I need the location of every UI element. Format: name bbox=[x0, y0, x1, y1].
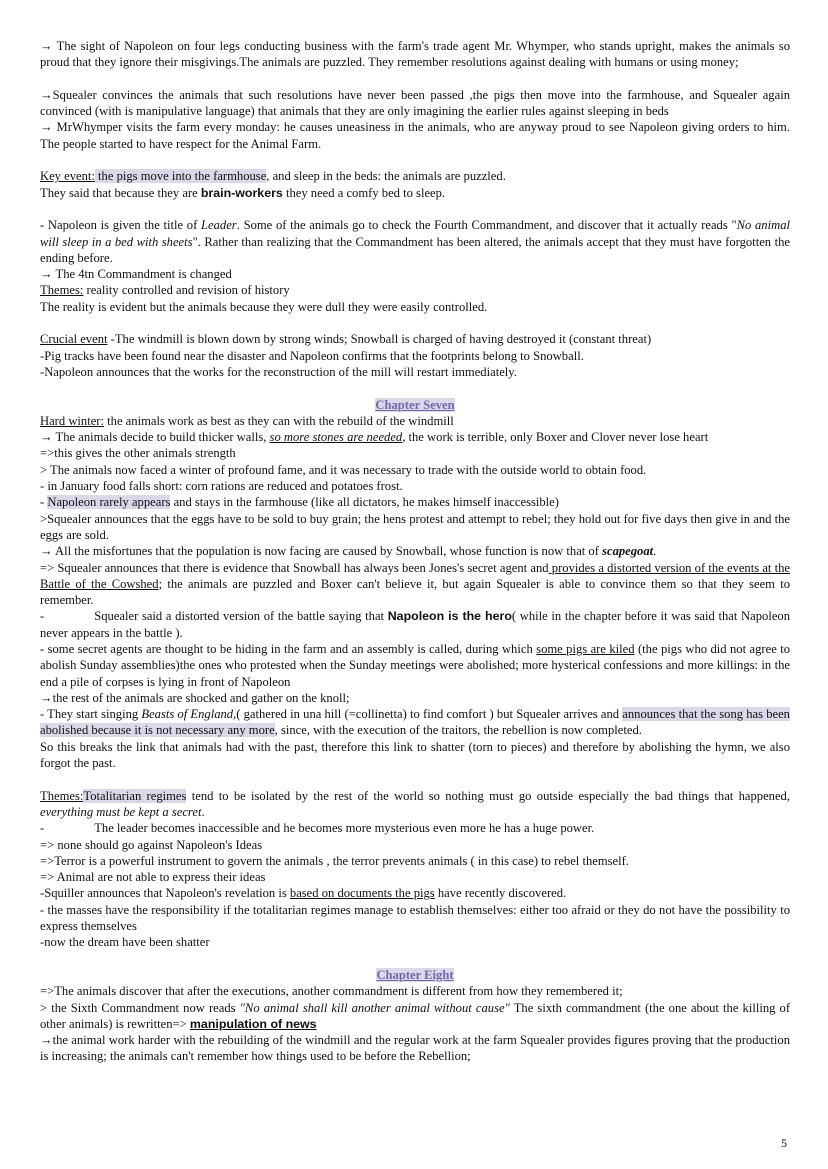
terror-line: =>Terror is a powerful instrument to govern the animals , the terror prevents animals ( in this case) to rebel themself. bbox=[40, 853, 629, 868]
brain-workers-line: They said that because they are brain-workers they need a comfy bed to sleep. bbox=[40, 185, 446, 200]
chapter-seven-heading: Chapter Seven bbox=[375, 397, 455, 412]
scapegoat-line: → All the misfortunes that the population is now facing are caused by Snowball, whose function is now that of scapegoat. bbox=[40, 544, 657, 559]
song-abolished-highlight: announces that the song has been abolished because it is not necessary any more bbox=[40, 707, 790, 738]
totalitarian-highlight: Totalitarian regimes bbox=[83, 788, 187, 803]
beasts-of-england-line: - They start singing Beasts of England,( gathered in una hill (=collinetta) to find comfort ) but Squealer arrives and announces that the song has been abolished because it is not necessary any more, since, with the execution of the traitors, the rebellion is now completed. bbox=[40, 707, 790, 738]
fourth-commandment-quote: No animal will sleep in a bed with sheets bbox=[40, 218, 790, 249]
reality-line: The reality is evident but the animals because they were dull they were easily controlled. bbox=[40, 299, 488, 314]
famine-line: > The animals now faced a winter of profound fame, and it was necessary to trade with the outside world to obtain food. bbox=[40, 462, 647, 477]
key-event-line: Key event: the pigs move into the farmhouse, and sleep in the beds: the animals are puzzled. bbox=[40, 169, 506, 184]
document-page bbox=[40, 38, 790, 1065]
express-ideas-line: => Animal are not able to express their ideas bbox=[40, 870, 266, 885]
key-event-highlight: the pigs move into the farmhouse bbox=[94, 169, 267, 184]
jones-agent-line: => Squealer announces that there is evidence that Snowball has always been Jones's secret agent and provides a distorted version of the events at the Battle of the Cowshed; the animals are puzzled and Boxer can't believe it, but again Squealer is able to convince them so that they seem to remember. bbox=[40, 560, 790, 608]
sixth-commandment-line: > the Sixth Commandment now reads "No animal shall kill another animal without cause" The sixth commandment (the one about the killing of other animals) is rewritten=> manipulation of news bbox=[40, 1000, 791, 1031]
none-against-line: => none should go against Napoleon's Ideas bbox=[40, 837, 263, 852]
paragraph-leader-title: - Napoleon is given the title of Leader. Some of the animals go to check the Fourth Commandment, and discover that it actually reads "No animal will sleep in a bed with sheets". Rather than realizing that the Commandment has been altered, the animals accept that they must have forgotten the ending before. bbox=[40, 218, 790, 265]
paragraph-whymper-visits: → MrWhymper visits the farm every monday: he causes uneasiness in the animals, who are anyway proud to see Napoleon giving orders to him. The people started to have respect for the Animal Farm. bbox=[40, 120, 790, 151]
themes-label-2: Themes: bbox=[40, 788, 84, 803]
hard-winter-label: Hard winter: bbox=[40, 413, 104, 428]
fourth-commandment-changed: → The 4tn Commandment is changed bbox=[40, 267, 232, 282]
rarely-appears-line: - Napoleon rarely appears and stays in the farmhouse (like all dictators, he makes himself inaccessible) bbox=[40, 495, 559, 510]
themes-label: Themes: bbox=[40, 283, 84, 298]
crucial-event-line: Crucial event -The windmill is blown down by strong winds; Snowball is charged of having destroyed it (constant threat) bbox=[40, 332, 652, 347]
strength-line: =>this gives the other animals strength bbox=[40, 446, 236, 461]
crucial-event-label: Crucial event bbox=[40, 332, 108, 347]
paragraph-squealer-resolutions: →Squealer convinces the animals that such resolutions have never been passed ,the pigs then move into the farmhouse, and Squealer again convinced (with is manipulative language) that animals that they are only imagining the earlier rules against sleeping in beds bbox=[40, 87, 790, 119]
executions-line: =>The animals discover that after the executions, another commandment is different from how they remembered it; bbox=[40, 984, 623, 999]
mill-reconstruction-line: -Napoleon announces that the works for the reconstruction of the mill will restart immediately. bbox=[40, 364, 517, 379]
paragraph-whymper-trade: → The sight of Napoleon on four legs conducting business with the farm's trade agent Mr. Whymper, who stands upright, makes the animals so proud that they ignore their misgivings.The animals are puzzled. They remember resolutions against dealing with humans or using money; bbox=[40, 39, 790, 70]
themes-line: Themes: reality controlled and revision of history bbox=[40, 283, 290, 298]
breaks-link-line: So this breaks the link that animals had with the past, therefore this link to shatter (torn to pieces) and therefore by abolishing the hymn, we also forgot the past. bbox=[40, 739, 790, 771]
chapter-eight-heading: Chapter Eight bbox=[376, 967, 454, 982]
thicker-walls-line: → The animals decide to build thicker walls, so more stones are needed, the work is terrible, only Boxer and Clover never lose heart bbox=[40, 430, 709, 445]
scapegoat-bold: scapegoat bbox=[602, 544, 654, 559]
pig-tracks-line: -Pig tracks have been found near the disaster and Napoleon confirms that the footprints belong to Snowball. bbox=[40, 348, 584, 363]
hard-winter-line: Hard winter: the animals work as best as they can with the rebuild of the windmill bbox=[40, 413, 454, 428]
windmill-work-line: →the animal work harder with the rebuilding of the windmill and the regular work at the farm Squealer provides figures proving that the production is increasing; the animals can't remember how things used to be before the Rebellion; bbox=[40, 1033, 790, 1064]
napoleon-hero-line: - Squealer said a distorted version of the battle saying that Napoleon is the hero( while in the chapter before it was said that Napoleon never appears in the battle ). bbox=[40, 609, 791, 640]
squiller-line: -Squiller announces that Napoleon's revelation is based on documents the pigs have recently discovered. bbox=[40, 886, 567, 901]
manipulation-of-news-bold: manipulation of news bbox=[189, 1016, 317, 1031]
dream-line: -now the dream have been shatter bbox=[40, 935, 210, 950]
page-number: 5 bbox=[781, 1136, 787, 1150]
masses-line: - the masses have the responsibility if the totalitarian regimes manage to establish themselves: either too afraid or they do not have the possibility to express themselves bbox=[40, 902, 790, 934]
knoll-line: →the rest of the animals are shocked and gather on the knoll; bbox=[40, 690, 350, 705]
secret-agents-line: - some secret agents are thought to be hiding in the farm and an assembly is called, during which some pigs are kiled (the pigs who did not agree to abolish Sunday assemblies)the ones who protested when the Sunday meetings were abolished; more hysterical confessions and more killings: in the end a pile of corpses is lying in front of Napoleon bbox=[40, 641, 790, 689]
napoleon-hero-bold: Napoleon is the hero bbox=[387, 609, 512, 624]
rarely-appears-highlight: Napoleon rarely appears bbox=[47, 495, 171, 510]
january-line: - in January food falls short: corn rations are reduced and potatoes frost. bbox=[40, 479, 403, 494]
leader-inaccessible-line: - The leader becomes inaccessible and he becomes more mysterious even more he has a huge power. bbox=[40, 821, 595, 836]
totalitarian-themes-line: Themes:Totalitarian regimes tend to be isolated by the rest of the world so nothing must go outside especially the bad things that happened, everything must be kept a secret. bbox=[40, 788, 790, 819]
key-event-label: Key event: bbox=[40, 169, 95, 184]
brain-workers-bold: brain-workers bbox=[200, 185, 283, 200]
eggs-line: >Squealer announces that the eggs have to be sold to buy grain; the hens protest and attempt to rebel; they hold out for five days then give in and the eggs are sold. bbox=[40, 511, 790, 542]
